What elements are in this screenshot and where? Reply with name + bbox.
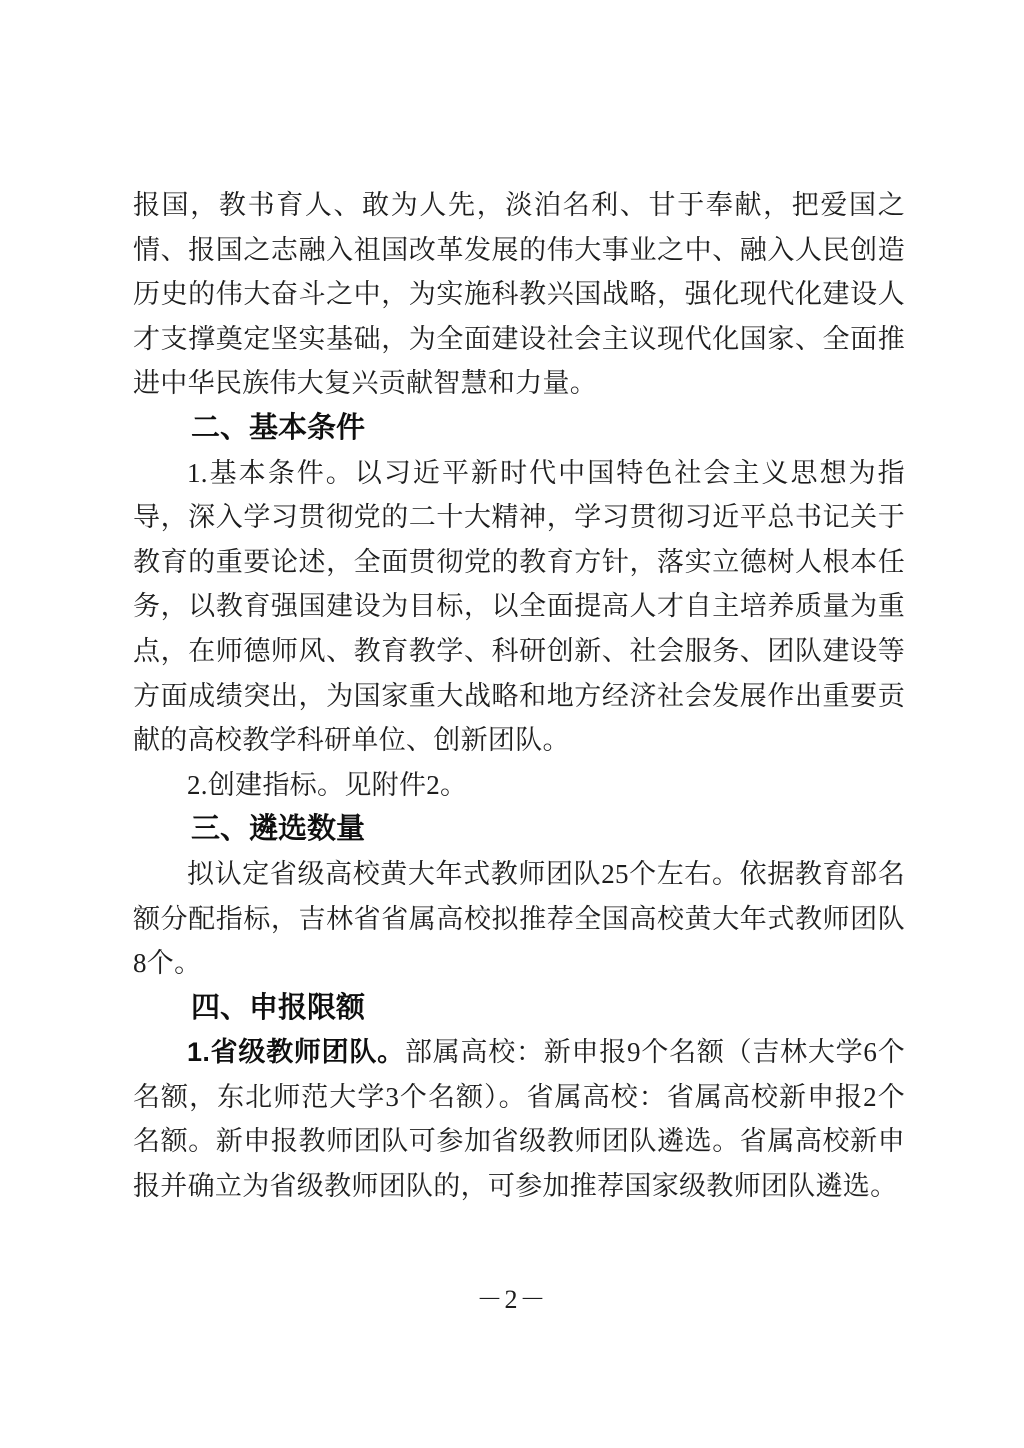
- section-heading: 二、基本条件: [191, 411, 366, 444]
- paragraph: 拟认定省级高校黄大年式教师团队25个左右。依据教育部名额分配指标，吉林省省属高校拟推荐全国高校黄大年式教师团队8个。: [133, 858, 905, 979]
- page-number: －2－: [476, 1285, 548, 1314]
- section-heading: 三、遴选数量: [191, 813, 366, 846]
- paragraph: [133, 1030, 905, 1208]
- section-heading: 四、申报限额: [191, 991, 366, 1024]
- paragraph-bold-lead: 1.省级教师团队。: [187, 1037, 405, 1068]
- paragraph-text: 部属高校：新申报9个名额（吉林大学6个名额，东北师范大学3个名额）。省属高校：省属高校新申报2个名额。新申报教师团队可参加省级教师团队遴选。省属高校新申报并确立为省级教师团队的，可参加推荐国家级教师团队遴选。: [133, 1037, 905, 1202]
- document-body: [133, 183, 905, 1209]
- paragraph: 2.创建指标。见附件2。: [187, 769, 468, 800]
- paragraph: 1.基本条件。以习近平新时代中国特色社会主义思想为指导，深入学习贯彻党的二十大精神，学习贯彻习近平总书记关于教育的重要论述，全面贯彻党的教育方针，落实立德树人根本任务，以教育强国建设为目标，以全面提高人才自主培养质量为重点，在师德师风、教育教学、科研创新、社会服务、团队建设等方面成绩突出，为国家重大战略和地方经济社会发展作出重要贡献的高校教学科研单位、创新团队。: [133, 457, 905, 756]
- paragraph: 报国，教书育人、敢为人先，淡泊名利、甘于奉献，把爱国之情、报国之志融入祖国改革发展的伟大事业之中、融入人民创造历史的伟大奋斗之中，为实施科教兴国战略，强化现代化建设人才支撑奠定坚实基础，为全面建设社会主议现代化国家、全面推进中华民族伟大复兴贡献智慧和力量。: [133, 190, 905, 399]
